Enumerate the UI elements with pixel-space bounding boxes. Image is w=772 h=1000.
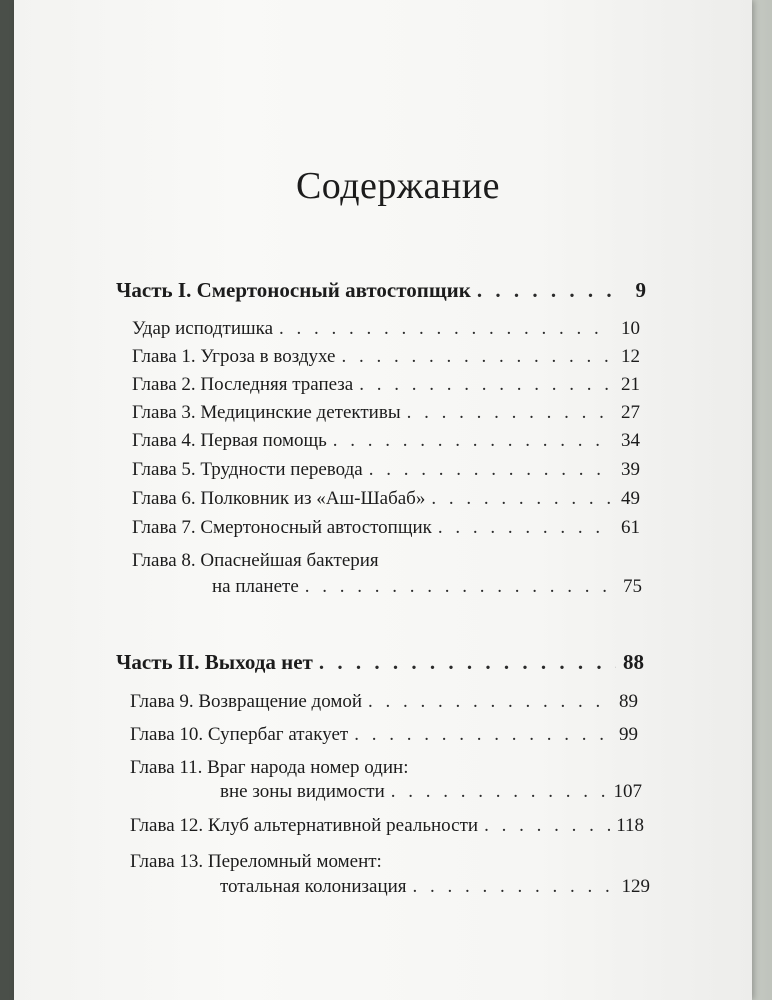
toc-page-number: 129	[621, 876, 650, 897]
toc-entry	[130, 815, 644, 837]
dot-leader	[431, 488, 612, 510]
toc-entry	[130, 851, 638, 873]
toc-entry-continuation	[220, 876, 650, 898]
dot-leader	[391, 781, 608, 803]
page-title: Содержание	[295, 165, 501, 207]
toc-page-number: 27	[621, 402, 640, 423]
toc-entry-label: Глава 8. Опаснейшая бактерия	[132, 550, 379, 571]
toc-part-label: Часть I. Смертоносный автостопщик	[116, 278, 471, 302]
dot-leader	[438, 517, 612, 539]
toc-entry-label: Глава 10. Супербаг атакует	[130, 724, 349, 745]
toc-entry-label: Глава 11. Враг народа номер один:	[130, 757, 409, 778]
toc-page-number: 89	[619, 691, 638, 712]
toc-entry-label: Глава 7. Смертоносный автостопщик	[132, 517, 432, 538]
toc-page-number: 75	[623, 576, 642, 597]
dot-leader	[477, 278, 618, 303]
toc-page-number: 39	[621, 459, 640, 480]
toc-page-number: 61	[621, 517, 640, 538]
toc-entry	[130, 757, 638, 779]
toc-page-number: 49	[621, 488, 640, 509]
toc-entry-label: Глава 12. Клуб альтернативной реальности	[130, 815, 479, 836]
toc-entry-continuation	[212, 576, 642, 598]
toc-entry-label: Глава 3. Медицинские детективы	[132, 402, 401, 423]
toc-entry-label: Глава 6. Полковник из «Аш-Шабаб»	[132, 488, 426, 509]
dot-leader	[354, 724, 610, 746]
toc-page-number: 12	[621, 346, 640, 367]
dot-leader	[369, 459, 612, 481]
toc-entry-label: на планете	[212, 576, 299, 597]
dot-leader	[407, 402, 612, 424]
toc-part-label: Часть II. Выхода нет	[116, 650, 313, 674]
toc-part-2	[116, 650, 644, 675]
toc-page-number: 99	[619, 724, 638, 745]
toc-entry-label: Глава 1. Угроза в воздухе	[132, 346, 336, 367]
toc-page-number: 10	[621, 318, 640, 339]
book-page	[14, 0, 752, 1000]
toc-entry	[132, 346, 640, 368]
toc-entry-label: тотальная колонизация	[220, 876, 407, 897]
toc-entry	[132, 318, 640, 340]
toc-part-1	[116, 278, 646, 303]
toc-entry-label: Глава 5. Трудности перевода	[132, 459, 363, 480]
dot-leader	[319, 650, 616, 675]
toc-entry	[132, 430, 640, 452]
toc-entry	[132, 402, 640, 424]
dot-leader	[484, 815, 610, 837]
toc-entry-label: Удар исподтишка	[132, 318, 274, 339]
toc-entry	[132, 550, 640, 572]
toc-entry-label: Глава 2. Последняя трапеза	[132, 374, 354, 395]
toc-entry	[132, 374, 640, 396]
toc-entry-label: вне зоны видимости	[220, 781, 385, 802]
toc-entry	[132, 488, 640, 510]
dot-leader	[413, 876, 616, 898]
toc-entry-label: Глава 9. Возвращение домой	[130, 691, 363, 712]
toc-page-number: 9	[635, 278, 646, 302]
dot-leader	[333, 430, 612, 452]
dot-leader	[305, 576, 614, 598]
toc-entry	[132, 459, 640, 481]
toc-page-number: 21	[621, 374, 640, 395]
dot-leader	[368, 691, 610, 713]
toc-page-number: 88	[623, 650, 644, 674]
dot-leader	[279, 318, 612, 340]
toc-entry	[130, 724, 638, 746]
toc-entry-label: Глава 4. Первая помощь	[132, 430, 327, 451]
toc-entry	[130, 691, 638, 713]
toc-page-number: 34	[621, 430, 640, 451]
toc-page-number: 118	[616, 815, 644, 836]
toc-entry-continuation	[220, 781, 642, 803]
toc-page-number: 107	[613, 781, 642, 802]
dot-leader	[342, 346, 613, 368]
dot-leader	[359, 374, 612, 396]
toc-entry	[132, 517, 640, 539]
toc-entry-label: Глава 13. Переломный момент:	[130, 851, 382, 872]
